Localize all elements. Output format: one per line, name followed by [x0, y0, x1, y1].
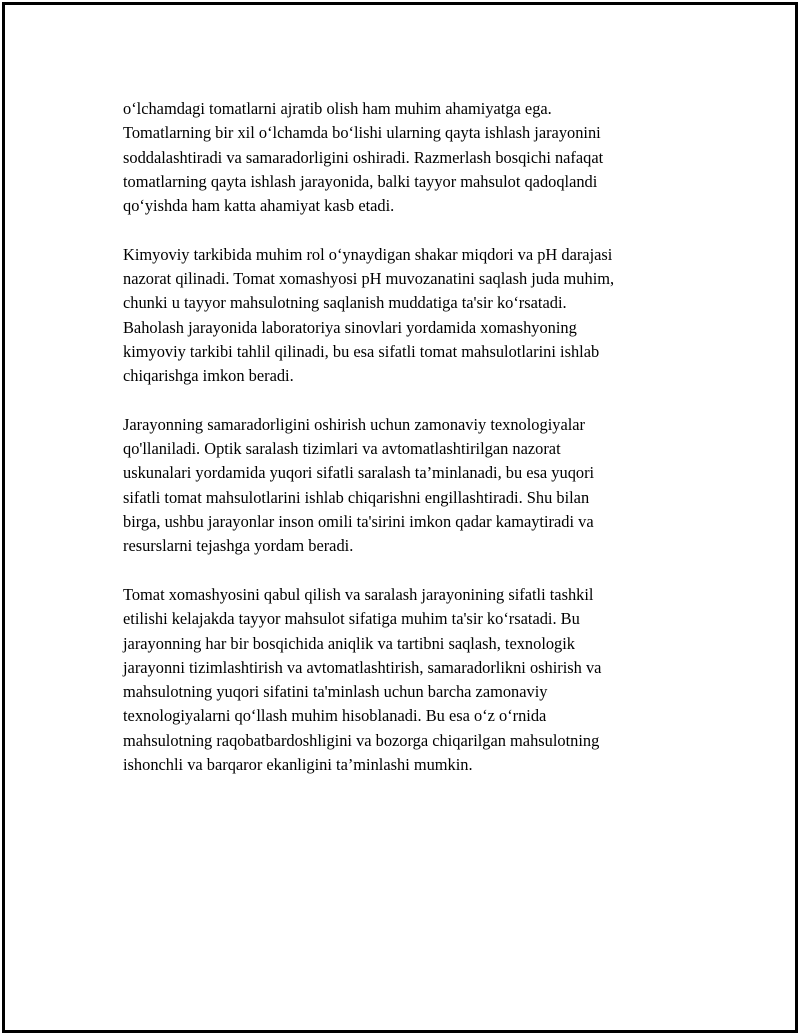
text-line: Jarayonning samaradorligini oshirish uchun zamonaviy texnologiyalar [123, 414, 586, 434]
text-line: kimyoviy tarkibi tahlil qilinadi, bu esa sifatli tomat mahsulotlarini ishlab [123, 341, 600, 361]
text-line: uskunalari yordamida yuqori sifatli saralash ta’minlanadi, bu esa yuqori [123, 463, 595, 483]
text-line: Tomatlarning bir xil o‘lchamda bo‘lishi ularning qayta ishlash jarayonini [123, 123, 601, 143]
paragraph-conclusion [123, 583, 671, 777]
text-line: tomatlarning qayta ishlash jarayonida, balki tayyor mahsulot qadoqlandi [123, 171, 598, 191]
text-line: texnologiyalarni qo‘llash muhim hisoblanadi. Bu esa o‘z o‘rnida [123, 706, 547, 726]
text-line: birga, ushbu jarayonlar inson omili ta'sirini imkon qadar kamaytiradi va [123, 512, 594, 532]
text-line: nazorat qilinadi. Tomat xomashyosi pH muvozanatini saqlash juda muhim, [123, 269, 615, 289]
text-line: chunki u tayyor mahsulotning saqlanish muddatiga ta'sir ko‘rsatadi. [123, 293, 567, 313]
text-line: qo'llaniladi. Optik saralash tizimlari va avtomatlashtirilgan nazorat [123, 439, 561, 459]
text-line: mahsulotning yuqori sifatini ta'minlash uchun barcha zamonaviy [123, 682, 548, 702]
text-line: o‘lchamdagi tomatlarni ajratib olish ham muhim ahamiyatga ega. [123, 99, 552, 118]
text-line: sifatli tomat mahsulotlarini ishlab chiqarishni engillashtiradi. Shu bilan [123, 487, 590, 507]
page-frame [2, 2, 798, 1033]
paragraph-modern-technologies [123, 413, 671, 559]
text-line: soddalashtiradi va samaradorligini oshiradi. Razmerlash bosqichi nafaqat [123, 147, 604, 167]
text-line: etilishi kelajakda tayyor mahsulot sifatiga muhim ta'sir ko‘rsatadi. Bu [123, 609, 580, 629]
paragraph-chemical-composition [123, 243, 671, 389]
text-line: resurslarni tejashga yordam beradi. [123, 536, 354, 556]
text-line: jarayonning har bir bosqichida aniqlik va tartibni saqlash, texnologik [123, 633, 576, 653]
text-line: ishonchli va barqaror ekanligini ta’minlashi mumkin. [123, 755, 473, 775]
document-body [123, 97, 671, 802]
text-line: chiqarishga imkon beradi. [123, 366, 294, 386]
text-line: qo‘yishda ham katta ahamiyat kasb etadi. [123, 196, 395, 216]
text-line: Tomat xomashyosini qabul qilish va saralash jarayonining sifatli tashkil [123, 584, 594, 604]
paragraph-sizing [123, 97, 671, 218]
text-line: Baholash jarayonida laboratoriya sinovlari yordamida xomashyoning [123, 317, 577, 337]
text-line: jarayonni tizimlashtirish va avtomatlashtirish, samaradorlikni oshirish va [123, 657, 602, 677]
text-line: mahsulotning raqobatbardoshligini va bozorga chiqarilgan mahsulotning [123, 730, 600, 750]
text-line: Kimyoviy tarkibida muhim rol o‘ynaydigan shakar miqdori va pH darajasi [123, 244, 613, 264]
